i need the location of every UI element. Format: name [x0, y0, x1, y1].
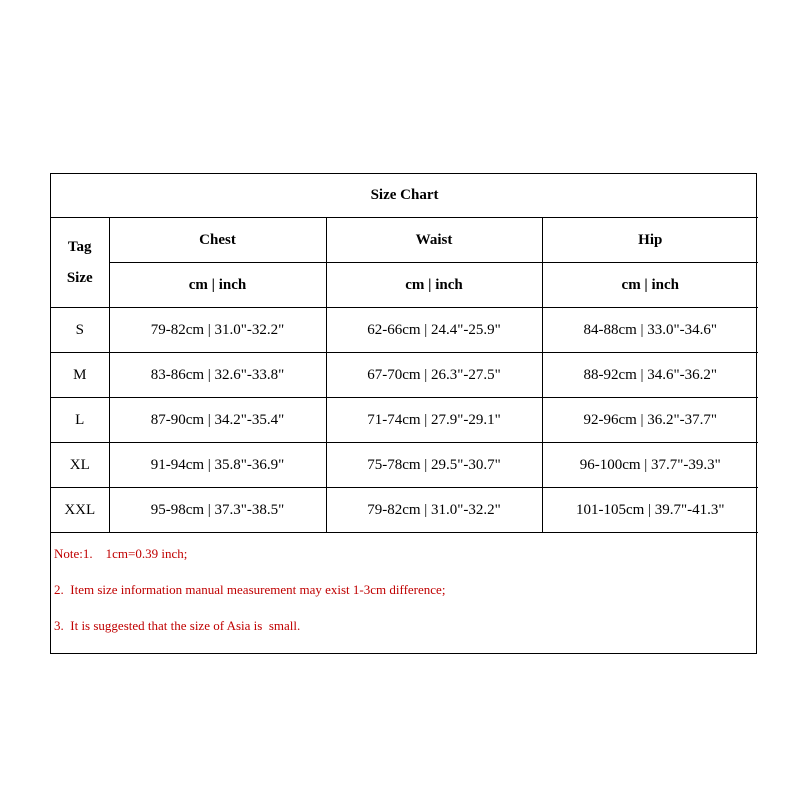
hip-cell: 96-100cm | 37.7"-39.3" — [542, 443, 758, 488]
waist-cell: 75-78cm | 29.5"-30.7" — [326, 443, 542, 488]
table-row — [51, 353, 758, 398]
size-cell: M — [51, 353, 109, 398]
tag-label: Tag — [67, 238, 92, 255]
table-row — [51, 443, 758, 488]
size-cell: XL — [51, 443, 109, 488]
size-cell: XXL — [51, 488, 109, 533]
column-header-chest: Chest — [109, 218, 326, 263]
column-header-hip: Hip — [542, 218, 758, 263]
size-label-header: Size — [66, 269, 93, 286]
table-row — [51, 398, 758, 443]
table-row — [51, 488, 758, 533]
hip-cell: 101-105cm | 39.7"-41.3" — [542, 488, 758, 533]
size-cell: S — [51, 308, 109, 353]
notes-section — [51, 533, 756, 655]
hip-cell: 88-92cm | 34.6"-36.2" — [542, 353, 758, 398]
unit-header-hip: cm | inch — [542, 263, 758, 308]
chest-cell: 91-94cm | 35.8"-36.9" — [109, 443, 326, 488]
note-line: 3. It is suggested that the size of Asia is small. — [54, 618, 301, 633]
chart-title: Size Chart — [51, 174, 758, 218]
waist-cell: 79-82cm | 31.0"-32.2" — [326, 488, 542, 533]
unit-header-waist: cm | inch — [326, 263, 542, 308]
note-line: Note:1. 1cm=0.39 inch; — [54, 546, 188, 561]
unit-header-chest: cm | inch — [109, 263, 326, 308]
chest-cell: 83-86cm | 32.6"-33.8" — [109, 353, 326, 398]
waist-cell: 62-66cm | 24.4"-25.9" — [326, 308, 542, 353]
hip-cell: 92-96cm | 36.2"-37.7" — [542, 398, 758, 443]
size-table — [51, 174, 758, 533]
table-row — [51, 308, 758, 353]
chest-cell: 87-90cm | 34.2"-35.4" — [109, 398, 326, 443]
note-line: 2. Item size information manual measurement may exist 1-3cm difference; — [54, 582, 446, 597]
tag-size-header — [51, 218, 109, 308]
column-header-waist: Waist — [326, 218, 542, 263]
chest-cell: 95-98cm | 37.3"-38.5" — [109, 488, 326, 533]
size-cell: L — [51, 398, 109, 443]
waist-cell: 71-74cm | 27.9"-29.1" — [326, 398, 542, 443]
waist-cell: 67-70cm | 26.3"-27.5" — [326, 353, 542, 398]
hip-cell: 84-88cm | 33.0"-34.6" — [542, 308, 758, 353]
chest-cell: 79-82cm | 31.0"-32.2" — [109, 308, 326, 353]
size-chart — [50, 173, 757, 654]
